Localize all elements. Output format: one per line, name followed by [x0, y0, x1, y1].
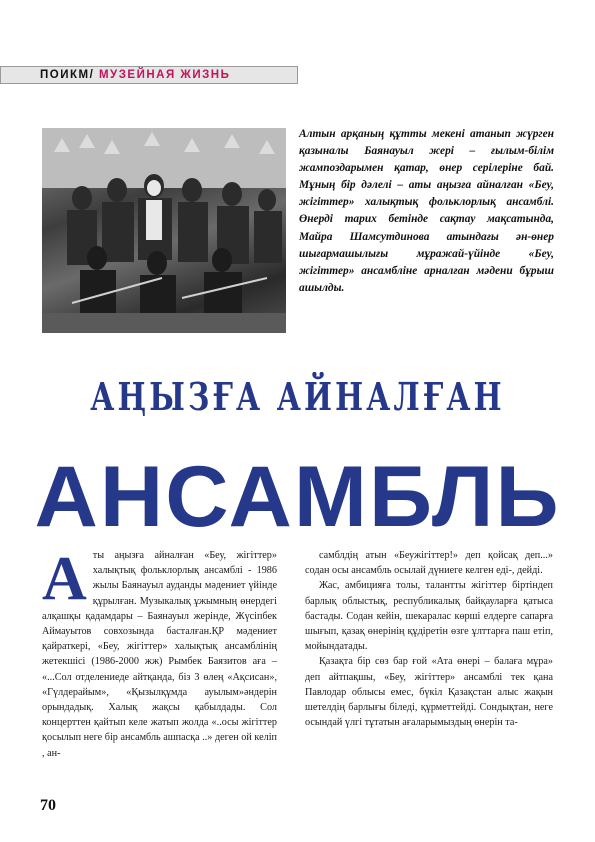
ensemble-photo	[42, 128, 286, 333]
section-name: ПОИКМ/	[40, 69, 95, 81]
page-number: 70	[40, 797, 56, 814]
article-title-line2: АНСАМБЛЬ	[34, 449, 561, 545]
article-column-left	[42, 545, 277, 761]
article-paragraph: Қазақта бір сөз бар ғой «Ата өнері – балаға мұра» деп айтпақшы, «Беу, жігіттер» ансамблі тек қана Павлодар облысы емес, бүкіл Қазақстан алыс жақын шетелдің барлығы біледі, құрметтейді. Сондықтан, неге осындай үлгі тұтатын ағаларымыздың өнерін та-	[305, 656, 553, 729]
article-paragraph-text: ты аңызға айналған «Беу, жігіттер» халықтық фольклорлық ансамблі - 1986 жылы Баянауыл ауданды мәдениет үйінде құрылған. Музыкалық ұжымның өнердегі алқашқы қадамдары – Баянауыл жерінде, Жүсіпбек Аймауытов совхозында басталған.ҚР мәдениет қайраткері, «Беу, жігіттер» халықтық ансамблінің жетекшісі (1986-2000 жж) Рымбек Баязитов аға – «...Сол отделениеде айтқанда, біз 3 өлең «Ақсисан», «Гүлдерайым», «Қызылқұмда ауылым»әндерін орындадық. Халық жақсы қабылдады. Сол концерттен қайтып келе жатып жолда «..осы жігіттер қосылып неге бір ансамбль ашпасқа ..» деген ой келіп , ан-	[42, 550, 277, 759]
article-paragraph: Жас, амбицияға толы, талантты жігіттер біртіндеп барлық облыстық, республикалық байқауларға қатыса бастады. Содан кейін, шекаралас көрші елдерге сапарға шығып, қазақ өнерінің құдіретін өзге ұлттарға паш етіп, мойындатады.	[305, 580, 553, 653]
subsection-name: МУЗЕЙНАЯ ЖИЗНЬ	[94, 69, 231, 81]
intro-lead: Алтын арқаның құтты мекені атанып жүрген қазыналы Баянауыл жері – ғылым-білім жампоздарымен қатар, өнер серілеріне бай. Мұның бір дәлелі – аты аңызға айналған «Беу, жігіттер» халықтық фольклорлық ансамблі. Өнерді тарих бетінде сақтау мақсатында, Майра Шамсутдинова атындағы ән-өнер шығармашылығы мұражай-үйінде «Беу, жігіттер» ансамбліне арналған мәдени бұрыш ашылды.	[299, 128, 554, 294]
article-column-right	[305, 548, 553, 730]
article-paragraph: самблдің атын «Беужігіттер!» деп қойсақ деп...» содан осы ансамбль осылай дүниеге келген еді-, дейді.	[305, 550, 553, 577]
article-title-line1: АҢЫЗҒА АЙНАЛҒАН	[90, 374, 505, 419]
section-header	[40, 67, 230, 83]
drop-cap: А	[42, 545, 87, 613]
article-paragraph	[42, 545, 277, 761]
